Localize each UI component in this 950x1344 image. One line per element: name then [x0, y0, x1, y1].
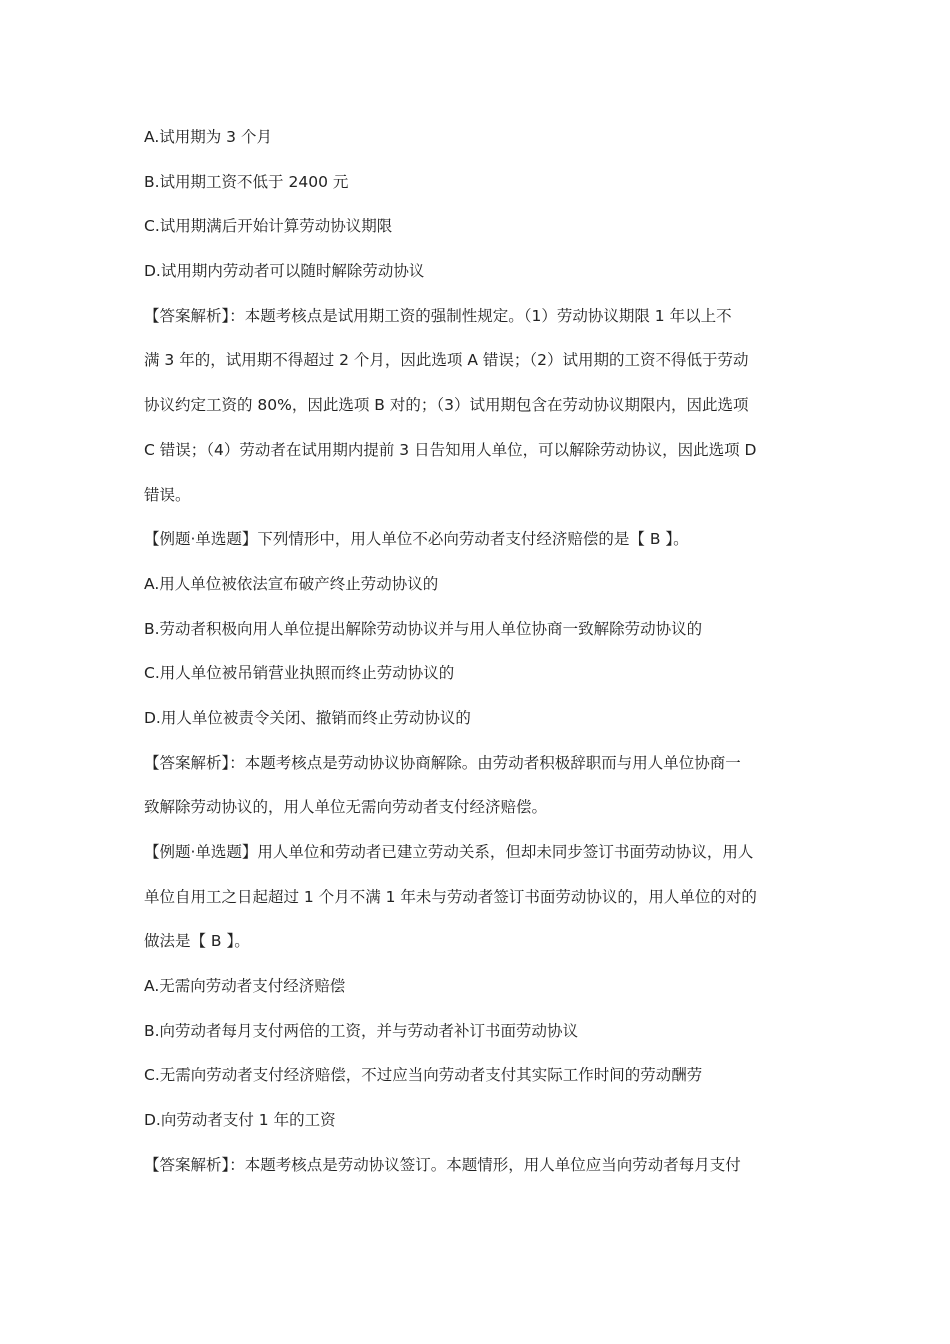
option-a-line: A.试用期为 3 个月: [144, 128, 272, 146]
question-line: 【例题·单选题】下列情形中，用人单位不必向劳动者支付经济赔偿的是【 B 】。: [144, 530, 689, 549]
option-b-line: B.向劳动者每月支付两倍的工资，并与劳动者补订书面劳动协议: [144, 1021, 579, 1040]
answer-explanation-line: 满 3 年的，试用期不得超过 2 个月，因此选项 A 错误；（2）试用期的工资不得低于劳动: [144, 351, 749, 370]
option-a-line: A.无需向劳动者支付经济赔偿: [144, 977, 346, 996]
option-d-line: D.试用期内劳动者可以随时解除劳动协议: [144, 262, 425, 281]
option-b-line: B.劳动者积极向用人单位提出解除劳动协议并与用人单位协商一致解除劳动协议的: [144, 619, 703, 638]
answer-explanation-line: C 错误；（4）劳动者在试用期内提前 3 日告知用人单位，可以解除劳动协议，因此选项 D: [144, 440, 757, 459]
answer-explanation-line: 错误。: [144, 485, 191, 504]
answer-explanation-line: 协议约定工资的 80%，因此选项 B 对的；（3）试用期包含在劳动协议期限内，因此选项: [144, 396, 749, 415]
option-d-line: D.用人单位被责令关闭、撤销而终止劳动协议的: [144, 708, 471, 727]
option-d-line: D.向劳动者支付 1 年的工资: [144, 1111, 336, 1130]
answer-explanation-line: 【答案解析】：本题考核点是劳动协议协商解除。由劳动者积极辞职而与用人单位协商一: [144, 753, 741, 772]
option-b-line: B.试用期工资不低于 2400 元: [144, 172, 349, 191]
option-c-line: C.用人单位被吊销营业执照而终止劳动协议的: [144, 664, 455, 683]
answer-explanation-line: 致解除劳动协议的，用人单位无需向劳动者支付经济赔偿。: [144, 798, 548, 817]
option-c-line: C.无需向劳动者支付经济赔偿，不过应当向劳动者支付其实际工作时间的劳动酬劳: [144, 1066, 703, 1085]
document-body: [144, 115, 812, 1188]
question-line: 单位自用工之日起超过 1 个月不满 1 年未与劳动者签订书面劳动协议的，用人单位的对的: [144, 887, 757, 906]
question-line: 做法是【 B 】。: [144, 932, 250, 951]
option-a-line: A.用人单位被依法宣布破产终止劳动协议的: [144, 574, 439, 593]
answer-explanation-line: 【答案解析】：本题考核点是劳动协议签订。本题情形，用人单位应当向劳动者每月支付: [144, 1155, 741, 1174]
answer-explanation-line: 【答案解析】：本题考核点是试用期工资的强制性规定。（1）劳动协议期限 1 年以上不: [144, 306, 732, 325]
question-line: 【例题·单选题】用人单位和劳动者已建立劳动关系，但却未同步签订书面劳动协议，用人: [144, 843, 754, 861]
option-c-line: C.试用期满后开始计算劳动协议期限: [144, 217, 393, 236]
